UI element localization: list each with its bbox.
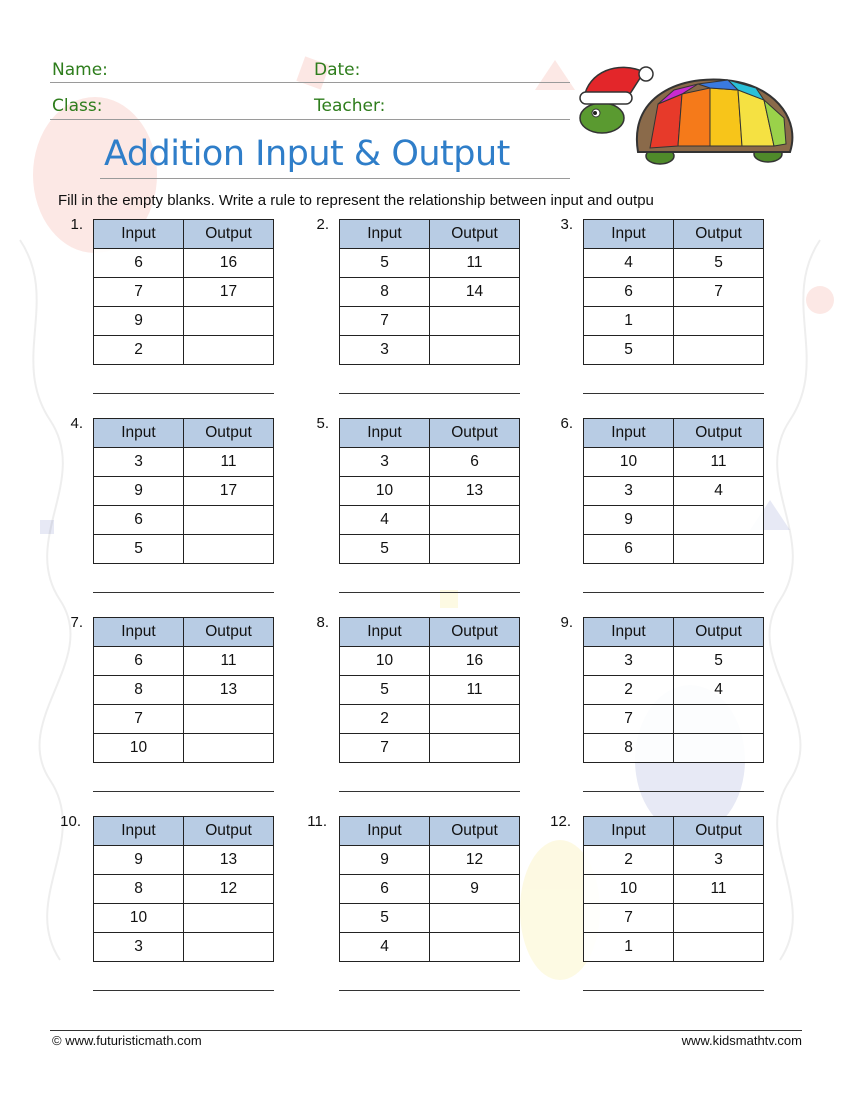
output-blank-cell[interactable] xyxy=(430,336,520,365)
input-cell: 10 xyxy=(584,448,674,477)
table-row xyxy=(584,535,764,564)
output-blank-cell[interactable] xyxy=(184,535,274,564)
input-cell: 8 xyxy=(584,734,674,763)
output-blank-cell[interactable] xyxy=(184,506,274,535)
input-header: Input xyxy=(94,419,184,448)
table-row xyxy=(94,278,274,307)
input-cell: 7 xyxy=(94,705,184,734)
output-cell: 17 xyxy=(184,477,274,506)
input-cell: 9 xyxy=(94,846,184,875)
page-title: Addition Input & Output xyxy=(104,134,510,174)
input-output-table xyxy=(339,617,520,763)
input-output-table xyxy=(583,219,764,365)
input-cell: 10 xyxy=(584,875,674,904)
table-row xyxy=(340,647,520,676)
output-header: Output xyxy=(430,419,520,448)
input-cell: 7 xyxy=(340,734,430,763)
table-row xyxy=(584,278,764,307)
table-row xyxy=(584,875,764,904)
table-row xyxy=(94,477,274,506)
problem-number: 3. xyxy=(560,216,573,233)
table-header-row xyxy=(94,618,274,647)
date-label: Date: xyxy=(314,60,361,80)
footer-site: www.kidsmathtv.com xyxy=(681,1033,802,1048)
input-header: Input xyxy=(584,618,674,647)
input-cell: 8 xyxy=(94,875,184,904)
rule-answer-line[interactable] xyxy=(93,592,274,593)
output-blank-cell[interactable] xyxy=(184,336,274,365)
input-header: Input xyxy=(340,419,430,448)
output-blank-cell[interactable] xyxy=(184,734,274,763)
input-cell: 10 xyxy=(94,904,184,933)
input-cell: 6 xyxy=(94,249,184,278)
output-header: Output xyxy=(674,419,764,448)
table-row xyxy=(340,278,520,307)
problem-number: 11. xyxy=(307,813,327,830)
table-row xyxy=(94,249,274,278)
input-cell: 5 xyxy=(340,249,430,278)
footer-divider xyxy=(50,1030,802,1031)
table-header-row xyxy=(94,817,274,846)
problem-number: 7. xyxy=(70,614,83,631)
problem-number: 5. xyxy=(316,415,329,432)
table-row xyxy=(94,535,274,564)
problem-number: 8. xyxy=(316,614,329,631)
output-cell: 12 xyxy=(430,846,520,875)
table-row xyxy=(340,734,520,763)
rule-answer-line[interactable] xyxy=(339,393,520,394)
rule-answer-line[interactable] xyxy=(339,791,520,792)
input-cell: 7 xyxy=(584,904,674,933)
table-row xyxy=(94,506,274,535)
input-cell: 2 xyxy=(94,336,184,365)
input-cell: 7 xyxy=(94,278,184,307)
table-row xyxy=(584,448,764,477)
output-blank-cell[interactable] xyxy=(674,535,764,564)
table-header-row xyxy=(94,419,274,448)
input-header: Input xyxy=(340,817,430,846)
input-cell: 5 xyxy=(340,535,430,564)
problem-7 xyxy=(57,614,287,807)
table-row xyxy=(94,307,274,336)
input-output-table xyxy=(583,617,764,763)
input-cell: 9 xyxy=(584,506,674,535)
problem-number: 1. xyxy=(70,216,83,233)
table-header-row xyxy=(94,220,274,249)
table-row xyxy=(340,904,520,933)
table-row xyxy=(584,477,764,506)
table-row xyxy=(584,676,764,705)
table-row xyxy=(584,249,764,278)
table-row xyxy=(584,846,764,875)
input-cell: 2 xyxy=(584,846,674,875)
title-underline xyxy=(100,178,570,179)
rule-answer-line[interactable] xyxy=(339,990,520,991)
problem-2 xyxy=(303,216,533,409)
table-row xyxy=(94,734,274,763)
input-cell: 2 xyxy=(340,705,430,734)
table-row xyxy=(94,904,274,933)
output-blank-cell[interactable] xyxy=(674,904,764,933)
problem-number: 6. xyxy=(560,415,573,432)
output-cell: 16 xyxy=(184,249,274,278)
output-header: Output xyxy=(430,618,520,647)
output-cell: 11 xyxy=(430,676,520,705)
problem-5 xyxy=(303,415,533,608)
input-cell: 3 xyxy=(340,336,430,365)
output-blank-cell[interactable] xyxy=(674,307,764,336)
input-cell: 6 xyxy=(340,875,430,904)
input-cell: 2 xyxy=(584,676,674,705)
rule-answer-line[interactable] xyxy=(583,393,764,394)
problem-8 xyxy=(303,614,533,807)
table-header-row xyxy=(340,220,520,249)
problem-10 xyxy=(57,813,287,1006)
rule-answer-line[interactable] xyxy=(93,791,274,792)
table-row xyxy=(584,647,764,676)
problem-number: 12. xyxy=(550,813,571,830)
output-header: Output xyxy=(184,419,274,448)
table-row xyxy=(340,477,520,506)
output-blank-cell[interactable] xyxy=(674,734,764,763)
output-blank-cell[interactable] xyxy=(184,705,274,734)
input-header: Input xyxy=(584,817,674,846)
output-blank-cell[interactable] xyxy=(430,506,520,535)
input-cell: 6 xyxy=(94,647,184,676)
output-blank-cell[interactable] xyxy=(674,506,764,535)
output-cell: 11 xyxy=(184,448,274,477)
problem-9 xyxy=(547,614,777,807)
input-output-table xyxy=(339,418,520,564)
table-header-row xyxy=(340,817,520,846)
output-cell: 5 xyxy=(674,647,764,676)
table-row xyxy=(94,846,274,875)
input-cell: 9 xyxy=(340,846,430,875)
input-header: Input xyxy=(340,220,430,249)
name-date-line xyxy=(50,82,570,83)
output-cell: 7 xyxy=(674,278,764,307)
rule-answer-line[interactable] xyxy=(583,791,764,792)
problem-number: 2. xyxy=(316,216,329,233)
input-cell: 5 xyxy=(340,904,430,933)
output-cell: 3 xyxy=(674,846,764,875)
input-cell: 7 xyxy=(584,705,674,734)
input-cell: 5 xyxy=(340,676,430,705)
input-output-table xyxy=(93,816,274,962)
output-blank-cell[interactable] xyxy=(430,307,520,336)
problem-6 xyxy=(547,415,777,608)
output-blank-cell[interactable] xyxy=(430,904,520,933)
output-blank-cell[interactable] xyxy=(430,734,520,763)
problem-3 xyxy=(547,216,777,409)
input-cell: 3 xyxy=(584,647,674,676)
input-cell: 5 xyxy=(584,336,674,365)
input-output-table xyxy=(339,816,520,962)
table-header-row xyxy=(584,419,764,448)
output-header: Output xyxy=(674,220,764,249)
table-row xyxy=(340,846,520,875)
output-header: Output xyxy=(184,618,274,647)
output-header: Output xyxy=(184,220,274,249)
input-cell: 3 xyxy=(340,448,430,477)
rule-answer-line[interactable] xyxy=(93,990,274,991)
output-blank-cell[interactable] xyxy=(430,705,520,734)
input-cell: 8 xyxy=(94,676,184,705)
output-cell: 11 xyxy=(674,448,764,477)
output-cell: 11 xyxy=(430,249,520,278)
problem-12 xyxy=(547,813,777,1006)
output-header: Output xyxy=(674,817,764,846)
input-cell: 8 xyxy=(340,278,430,307)
table-row xyxy=(584,307,764,336)
output-blank-cell[interactable] xyxy=(674,933,764,962)
input-cell: 4 xyxy=(340,933,430,962)
input-cell: 9 xyxy=(94,307,184,336)
output-cell: 14 xyxy=(430,278,520,307)
table-row xyxy=(340,875,520,904)
problem-number: 4. xyxy=(70,415,83,432)
input-header: Input xyxy=(584,220,674,249)
output-cell: 13 xyxy=(184,846,274,875)
teacher-label: Teacher: xyxy=(314,96,386,116)
output-cell: 13 xyxy=(430,477,520,506)
input-cell: 4 xyxy=(340,506,430,535)
rule-answer-line[interactable] xyxy=(93,393,274,394)
table-row xyxy=(94,647,274,676)
input-output-table xyxy=(93,418,274,564)
output-cell: 4 xyxy=(674,477,764,506)
output-header: Output xyxy=(430,817,520,846)
input-header: Input xyxy=(94,220,184,249)
problem-4 xyxy=(57,415,287,608)
table-row xyxy=(94,933,274,962)
input-header: Input xyxy=(340,618,430,647)
input-output-table xyxy=(583,418,764,564)
output-blank-cell[interactable] xyxy=(184,933,274,962)
rule-answer-line[interactable] xyxy=(583,592,764,593)
footer-copyright: © www.futuristicmath.com xyxy=(52,1033,202,1048)
table-row xyxy=(340,535,520,564)
input-cell: 10 xyxy=(94,734,184,763)
input-cell: 4 xyxy=(584,249,674,278)
input-cell: 6 xyxy=(94,506,184,535)
table-row xyxy=(94,448,274,477)
output-header: Output xyxy=(430,220,520,249)
output-cell: 5 xyxy=(674,249,764,278)
input-cell: 6 xyxy=(584,535,674,564)
problem-1 xyxy=(57,216,287,409)
table-row xyxy=(584,933,764,962)
table-row xyxy=(584,705,764,734)
input-cell: 5 xyxy=(94,535,184,564)
input-cell: 7 xyxy=(340,307,430,336)
class-label: Class: xyxy=(52,96,103,116)
table-row xyxy=(340,336,520,365)
table-header-row xyxy=(340,419,520,448)
table-header-row xyxy=(584,817,764,846)
output-cell: 13 xyxy=(184,676,274,705)
output-blank-cell[interactable] xyxy=(430,933,520,962)
instructions-text: Fill in the empty blanks. Write a rule to represent the relationship between input and outpu xyxy=(58,192,654,209)
output-blank-cell[interactable] xyxy=(184,307,274,336)
output-cell: 11 xyxy=(674,875,764,904)
output-cell: 4 xyxy=(674,676,764,705)
input-header: Input xyxy=(94,618,184,647)
table-row xyxy=(584,904,764,933)
problem-number: 10. xyxy=(60,813,81,830)
table-row xyxy=(340,307,520,336)
input-cell: 10 xyxy=(340,477,430,506)
input-output-table xyxy=(583,816,764,962)
problem-11 xyxy=(303,813,533,1006)
table-row xyxy=(340,249,520,278)
class-teacher-line xyxy=(50,119,570,120)
input-cell: 6 xyxy=(584,278,674,307)
output-cell: 6 xyxy=(430,448,520,477)
input-cell: 9 xyxy=(94,477,184,506)
table-row xyxy=(94,336,274,365)
table-header-row xyxy=(584,618,764,647)
table-row xyxy=(584,734,764,763)
output-blank-cell[interactable] xyxy=(674,705,764,734)
output-cell: 16 xyxy=(430,647,520,676)
table-row xyxy=(94,705,274,734)
table-row xyxy=(340,676,520,705)
input-cell: 10 xyxy=(340,647,430,676)
input-cell: 3 xyxy=(584,477,674,506)
input-cell: 3 xyxy=(94,933,184,962)
table-row xyxy=(340,506,520,535)
output-cell: 17 xyxy=(184,278,274,307)
table-row xyxy=(340,933,520,962)
input-output-table xyxy=(93,617,274,763)
rule-answer-line[interactable] xyxy=(339,592,520,593)
table-row xyxy=(584,506,764,535)
output-cell: 12 xyxy=(184,875,274,904)
input-cell: 3 xyxy=(94,448,184,477)
input-header: Input xyxy=(584,419,674,448)
output-header: Output xyxy=(184,817,274,846)
input-output-table xyxy=(93,219,274,365)
output-blank-cell[interactable] xyxy=(674,336,764,365)
problem-number: 9. xyxy=(560,614,573,631)
input-cell: 1 xyxy=(584,307,674,336)
table-row xyxy=(94,676,274,705)
rule-answer-line[interactable] xyxy=(583,990,764,991)
table-header-row xyxy=(340,618,520,647)
input-cell: 1 xyxy=(584,933,674,962)
table-row xyxy=(584,336,764,365)
table-row xyxy=(340,448,520,477)
output-header: Output xyxy=(674,618,764,647)
output-blank-cell[interactable] xyxy=(430,535,520,564)
output-cell: 9 xyxy=(430,875,520,904)
input-header: Input xyxy=(94,817,184,846)
output-blank-cell[interactable] xyxy=(184,904,274,933)
table-header-row xyxy=(584,220,764,249)
input-output-table xyxy=(339,219,520,365)
table-row xyxy=(94,875,274,904)
output-cell: 11 xyxy=(184,647,274,676)
table-row xyxy=(340,705,520,734)
turtle-with-santa-hat-icon xyxy=(578,52,800,170)
name-label: Name: xyxy=(52,60,108,80)
